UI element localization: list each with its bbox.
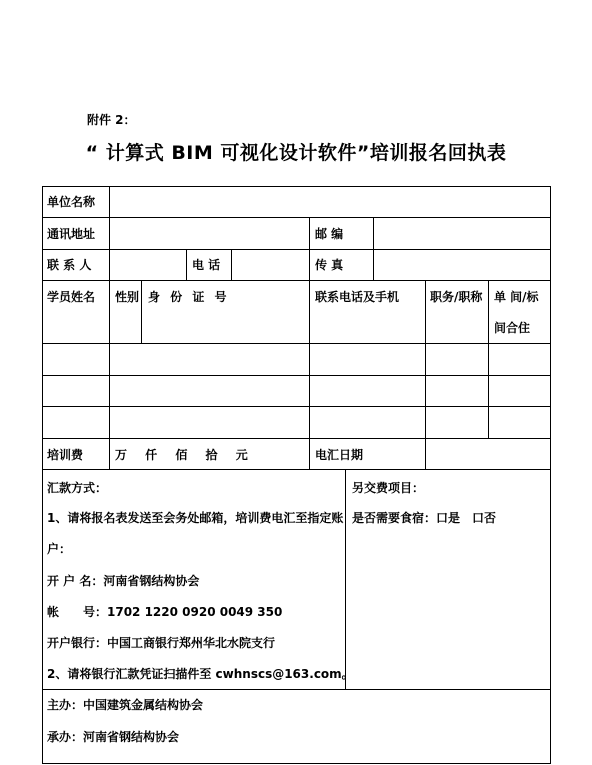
table-border-left (42, 186, 43, 764)
column-divider (425, 280, 426, 470)
fee-units-label: 万 仟 佰 拾 元 (115, 448, 248, 462)
form-title: “ 计算式 BIM 可视化设计软件”培训报名回执表 (85, 142, 507, 164)
account-name: 开 户 名：河南省钢结构协会 (47, 574, 200, 588)
row-divider (42, 249, 551, 250)
contact-phone-header: 联系电话及手机 (315, 290, 400, 304)
co-organizer: 承办：河南省钢结构协会 (47, 730, 180, 744)
remit-date-label: 电汇日期 (315, 448, 364, 462)
table-border-top (42, 186, 551, 187)
student-name-header: 学员姓名 (47, 290, 96, 304)
column-divider (109, 186, 110, 470)
row-divider (42, 689, 551, 690)
position-header: 职务/职称 (430, 290, 483, 304)
unit-name-label: 单位名称 (47, 195, 96, 209)
payment-method-title: 汇款方式： (47, 481, 108, 495)
table-border-bottom (42, 763, 551, 764)
meal-option: 是否需要食宿：口是 口否 (352, 511, 497, 525)
gender-header: 性别 (115, 290, 140, 304)
contact-person-label: 联 系 人 (47, 258, 92, 272)
payment-instruction-1-cont: 户： (47, 542, 72, 556)
extra-fee-title: 另交费项目： (352, 481, 425, 495)
column-divider (488, 280, 489, 439)
table-border-right (550, 186, 551, 764)
id-number-header: 身 份 证 号 (148, 290, 227, 304)
row-divider (42, 438, 551, 439)
row-divider (42, 469, 551, 470)
account-number: 帐 号：1702 1220 0920 0049 350 (47, 605, 283, 619)
training-fee-label: 培训费 (47, 448, 84, 462)
room-type-header-line2: 间合住 (494, 321, 531, 335)
payment-instruction-2: 2、请将银行汇款凭证扫描件至 cwhnscs@163.com。 (47, 667, 354, 681)
row-divider (42, 343, 551, 344)
column-divider (309, 217, 310, 470)
column-divider (231, 249, 232, 281)
bank-name: 开户银行：中国工商银行郑州华北水院支行 (47, 636, 276, 650)
column-divider (141, 280, 142, 344)
column-divider (186, 249, 187, 281)
address-label: 通讯地址 (47, 227, 96, 241)
fax-label: 传 真 (315, 258, 344, 272)
row-divider (42, 217, 551, 218)
host-organizer: 主办：中国建筑金属结构协会 (47, 698, 204, 712)
room-type-header-line1: 单 间/标 (494, 290, 539, 304)
column-divider (345, 469, 346, 690)
phone-label: 电 话 (192, 258, 221, 272)
row-divider (42, 375, 551, 376)
row-divider (42, 280, 551, 281)
attachment-label: 附件 2： (87, 113, 136, 127)
payment-instruction-1: 1、请将报名表发送至会务处邮箱，培训费电汇至指定账 (47, 511, 344, 525)
column-divider (373, 217, 374, 281)
postcode-label: 邮 编 (315, 227, 344, 241)
row-divider (42, 406, 551, 407)
